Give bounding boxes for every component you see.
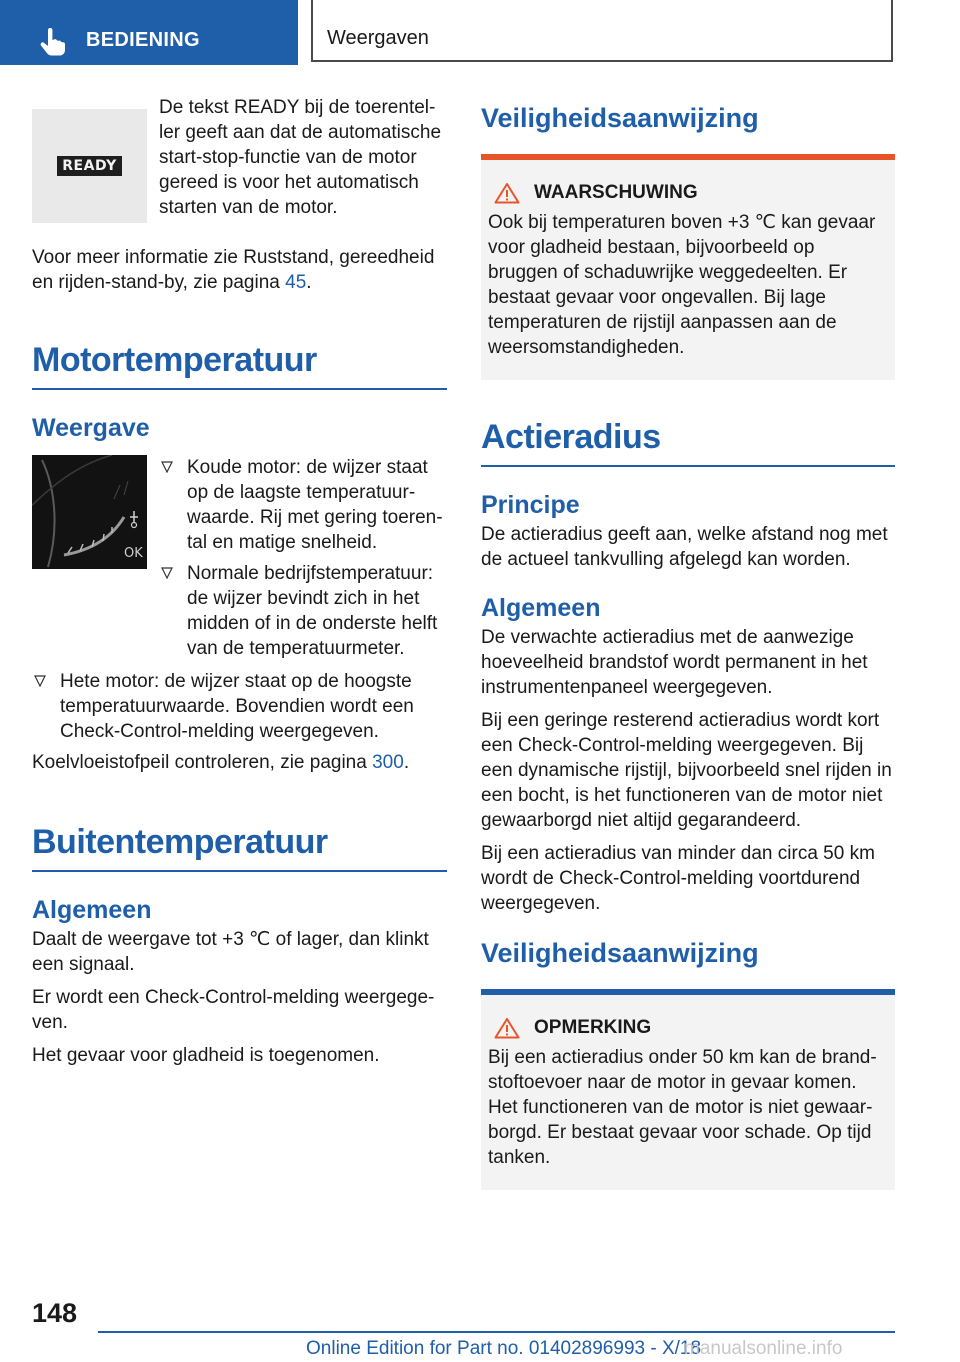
triangle-bullet-icon xyxy=(161,567,173,579)
buitentemperatuur-heading: Buitentemperatuur xyxy=(32,823,447,872)
buiten-paragraph-3: Het gevaar voor gladheid is toegenomen. xyxy=(32,1045,380,1066)
gauge-ok-label: OK xyxy=(124,546,143,561)
subsection-box xyxy=(311,0,893,62)
weergave-heading: Weergave xyxy=(32,414,150,442)
actieradius-heading: Actieradius xyxy=(481,418,895,467)
ready-badge: READY xyxy=(57,156,121,176)
note-title-row xyxy=(488,1017,887,1039)
warning-box xyxy=(481,154,895,380)
section-tab[interactable] xyxy=(0,0,298,65)
subsection-label: Weergaven xyxy=(327,27,429,49)
coolant-text: Koelvloeistofpeil controleren, zie pagina xyxy=(32,752,373,773)
ready-text: De tekst READY bij de toerenteller geeft aan dat de automatische start-stop-functie van de motor gereed is voor het automatisch starten van de motor. xyxy=(159,97,442,218)
gauge-block xyxy=(32,455,447,661)
more-info-paragraph xyxy=(32,245,447,295)
watermark: manualsonline.info xyxy=(684,1338,843,1359)
algemeen-paragraph-2: Bij een geringe resterend actieradius wordt kort een Check-Control-melding weergegeven. Bij een dynamische rijstijl, bijvoorbeeld snel rijden in een bocht, is het functioneren van de motor niet gewaarborgd niet altijd gegarandeerd. xyxy=(481,710,892,831)
footer-divider xyxy=(98,1331,895,1333)
buiten-paragraph-2: Er wordt een Check-Control-melding weergegeven. xyxy=(32,987,435,1033)
coolant-suffix: . xyxy=(403,752,410,773)
note-text: Bij een actieradius onder 50 km kan de brandstoftoevoer naar de motor in gevaar komen. Het functioneren van de motor is niet gewaarborgd. Er bestaat gevaar voor schade. Op tijd tanken. xyxy=(488,1047,877,1168)
warning-triangle-icon xyxy=(494,1017,520,1039)
edition-text: Online Edition for Part no. 01402896993 - X/18 xyxy=(306,1338,702,1359)
list-item xyxy=(159,455,447,555)
algemeen-heading-right: Algemeen xyxy=(481,594,601,622)
temperature-states-list xyxy=(159,455,447,661)
temperature-gauge-image xyxy=(32,455,147,569)
bullet-hot-motor: Hete motor: de wijzer staat op de hoogste temperatuurwaarde. Bovendien wordt een Check-Control-melding weergegeven. xyxy=(60,671,414,742)
note-label: OPMERKING xyxy=(534,1017,652,1038)
veiligheid-heading-1: Veiligheidsaanwijzing xyxy=(481,103,759,133)
left-column xyxy=(32,95,447,1068)
more-info-text: Voor meer informatie zie Ruststand, gereedheid en rijden-stand-by, zie pagina xyxy=(32,247,435,293)
triangle-bullet-icon xyxy=(34,675,46,687)
ready-indicator-image xyxy=(32,109,147,223)
principe-heading: Principe xyxy=(481,491,580,519)
more-info-suffix: . xyxy=(306,272,312,293)
page-number: 148 xyxy=(32,1298,78,1328)
warning-triangle-icon xyxy=(494,182,520,204)
ready-block xyxy=(32,95,447,223)
principe-text: De actieradius geeft aan, welke afstand nog met de actueel tankvulling afgelegd kan worden. xyxy=(481,524,888,570)
section-label: BEDIENING xyxy=(86,29,200,51)
buiten-paragraph-1: Daalt de weergave tot +3 ℃ of lager, dan klinkt een signaal. xyxy=(32,929,429,975)
page-link-300[interactable]: 300 xyxy=(372,752,404,773)
bullet-normal-temp: Normale bedrijfstemperatuur: de wijzer bevindt zich in het midden of in de onderste helft van de temperatuurmeter. xyxy=(187,563,438,659)
list-item xyxy=(32,669,447,744)
note-box xyxy=(481,989,895,1190)
warning-title-row xyxy=(488,182,887,204)
motortemperatuur-heading: Motortemperatuur xyxy=(32,341,447,390)
warning-label: WAARSCHUWING xyxy=(534,182,698,203)
triangle-bullet-icon xyxy=(161,461,173,473)
gauge-icon xyxy=(32,455,147,569)
list-item xyxy=(159,561,447,661)
coolant-paragraph xyxy=(32,750,447,775)
algemeen-paragraph-1: De verwachte actieradius met de aanwezige hoeveelheid brandstof wordt permanent in het instrumentenpaneel weergegeven. xyxy=(481,627,868,698)
warning-text: Ook bij temperaturen boven +3 ℃ kan gevaar voor gladheid bestaan, bijvoorbeeld op bruggen of schaduwrijke weggedeelten. Er bestaat gevaar voor ongevallen. Bij lage temperaturen de rijstijl aanpassen aan de weersomstandigheden. xyxy=(488,212,876,358)
veiligheid-heading-2: Veiligheidsaanwijzing xyxy=(481,938,759,968)
hot-motor-list xyxy=(32,669,447,744)
hand-pointer-icon xyxy=(40,28,66,56)
page-link-45[interactable]: 45 xyxy=(285,272,307,293)
bullet-cold-motor: Koude motor: de wijzer staat op de laagste temperatuurwaarde. Rij met gering toerental en matige snelheid. xyxy=(187,457,443,553)
algemeen-heading-left: Algemeen xyxy=(32,896,152,924)
algemeen-paragraph-3: Bij een actieradius van minder dan circa 50 km wordt de Check-Control-melding voortdurend weergegeven. xyxy=(481,843,875,914)
right-column xyxy=(481,95,895,1190)
